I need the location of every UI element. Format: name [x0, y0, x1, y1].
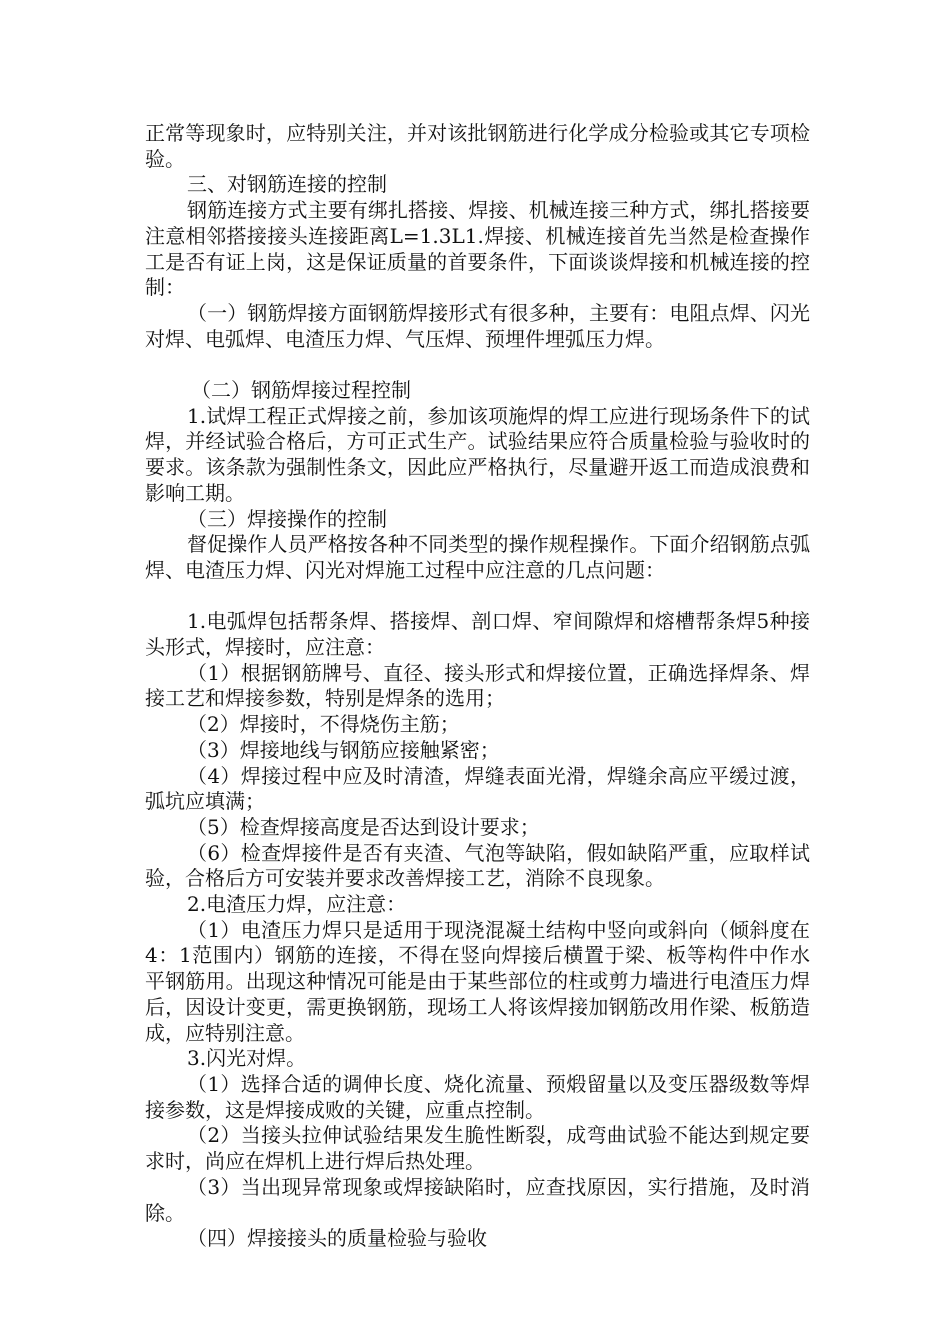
- paragraph: 三、对钢筋连接的控制: [187, 172, 387, 197]
- paragraph: 2.电渣压力焊，应注意：: [187, 892, 407, 917]
- paragraph: 督促操作人员严格按各种不同类型的操作规程操作。下面介绍钢筋点弧焊、电渣压力焊、闪光对焊施工过程中应注意的几点问题：: [145, 532, 810, 582]
- paragraph: （3）当出现异常现象或焊接缺陷时，应查找原因，实行措施，及时消除。: [145, 1174, 810, 1225]
- paragraph: （6）检查焊接件是否有夹渣、气泡等缺陷，假如缺陷严重，应取样试验，合格后方可安装并要求改善焊接工艺，消除不良现象。: [145, 840, 810, 891]
- paragraph: 钢筋连接方式主要有绑扎搭接、焊接、机械连接三种方式，绑扎搭接要注意相邻搭接接头连接距离L=1.3L1.焊接、机械连接首先当然是检查操作工是否有证上岗，这是保证质量的首要条件，下面谈谈焊接和机械连接的控制：: [145, 198, 810, 300]
- blank-line: [145, 352, 810, 378]
- paragraph: （2）当接头拉伸试验结果发生脆性断裂，成弯曲试验不能达到规定要求时，尚应在焊机上进行焊后热处理。: [145, 1123, 810, 1174]
- paragraph: 3.闪光对焊。: [187, 1046, 307, 1071]
- paragraph: （一）钢筋焊接方面钢筋焊接形式有很多种，主要有：电阻点焊、闪光对焊、电弧焊、电渣压力焊、气压焊、预埋件埋弧压力焊。: [145, 300, 810, 351]
- paragraph: （1）根据钢筋牌号、直径、接头形式和焊接位置，正确选择焊条、焊接工艺和焊接参数，特别是焊条的选用；: [145, 660, 810, 711]
- paragraph: （2）焊接时，不得烧伤主筋；: [187, 712, 460, 737]
- paragraph: （3）焊接地线与钢筋应接触紧密；: [187, 737, 500, 762]
- paragraph: （二）钢筋焊接过程控制: [191, 378, 411, 403]
- paragraph: （1）选择合适的调伸长度、烧化流量、预煅留量以及变压器级数等焊接参数，这是焊接成败的关键，应重点控制。: [145, 1071, 810, 1122]
- paragraph: （1）电渣压力焊只是适用于现浇混凝土结构中竖向或斜向（倾斜度在4：1范围内）钢筋的连接，不得在竖向焊接后横置于梁、板等构件中作水平钢筋用。出现这种情况可能是由于某些部位的柱或剪力墙进行电渣压力焊后，因设计变更，需更换钢筋，现场工人将该焊接加钢筋改用作梁、板筋造成，应特别注意。: [145, 917, 810, 1045]
- paragraph: 正常等现象时，应特别关注，并对该批钢筋进行化学成分检验或其它专项检验。: [145, 121, 810, 171]
- blank-line: [145, 584, 810, 610]
- paragraph: 1.试焊工程正式焊接之前，参加该项施焊的焊工应进行现场条件下的试焊，并经试验合格后，方可正式生产。试验结果应符合质量检验与验收时的要求。该条款为强制性条文，因此应严格执行，尽量避开返工而造成浪费和影响工期。: [145, 403, 810, 505]
- paragraph: （4）焊接过程中应及时清渣，焊缝表面光滑，焊缝余高应平缓过渡，弧坑应填满；: [145, 763, 810, 814]
- document-body: [145, 121, 810, 1252]
- paragraph: （三）焊接操作的控制: [187, 506, 387, 531]
- paragraph: 1.电弧焊包括帮条焊、搭接焊、剖口焊、窄间隙焊和熔槽帮条焊5种接头形式，焊接时，应注意：: [145, 609, 810, 660]
- paragraph: （四）焊接接头的质量检验与验收: [187, 1226, 487, 1251]
- paragraph: （5）检查焊接高度是否达到设计要求；: [187, 814, 540, 839]
